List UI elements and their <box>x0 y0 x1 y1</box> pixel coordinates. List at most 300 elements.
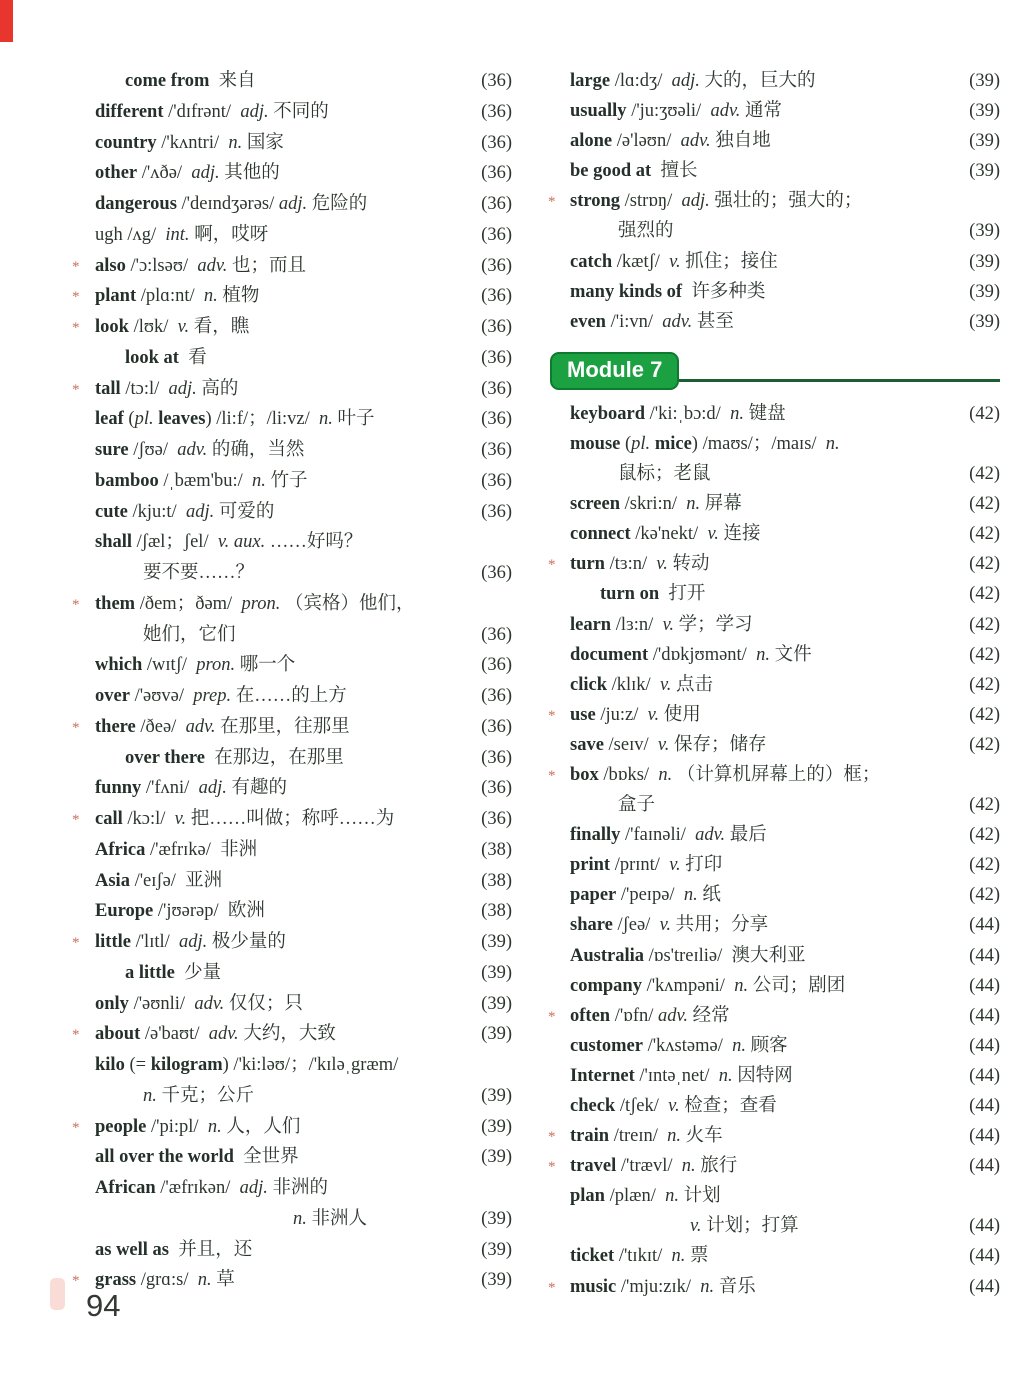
entry-text <box>570 1061 965 1091</box>
headword: plant <box>95 286 137 307</box>
entry-detail: ) /li:f/；/li:vz/ <box>205 409 320 430</box>
vocab-entry-line <box>548 700 1000 730</box>
entry-detail: /'kʌntri/ <box>156 132 229 153</box>
entry-text <box>570 1241 965 1271</box>
page-ref: (39) <box>481 1024 512 1045</box>
module-section-header <box>548 337 1000 399</box>
vocab-entry-line <box>548 760 1000 790</box>
vocab-entry-line <box>548 459 1000 489</box>
headword: catch <box>570 251 613 272</box>
red-corner-mark <box>0 0 13 42</box>
vocab-entry-line <box>72 866 512 897</box>
page-ref: (36) <box>481 347 512 368</box>
part-of-speech: adj. <box>185 501 215 522</box>
entry-detail: /'fʌni/ <box>141 778 199 799</box>
headword: save <box>570 734 604 755</box>
entry-text <box>95 835 477 866</box>
part-of-speech: n. <box>730 403 744 424</box>
entry-detail: 屏幕 <box>700 494 742 515</box>
entry-text <box>570 429 996 459</box>
entry-detail: 独自地 <box>710 131 771 152</box>
headword: different <box>95 101 164 122</box>
part-of-speech: n. <box>207 1116 222 1137</box>
entry-detail: /prɪnt/ <box>610 855 670 876</box>
vocab-entry-line <box>72 1050 512 1081</box>
page-ref: (42) <box>969 704 1000 725</box>
headword: cute <box>95 501 128 522</box>
entry-detail: 强壮的；强大的； <box>709 191 863 212</box>
entry-text <box>95 66 477 97</box>
entry-text <box>570 96 965 126</box>
headword: tall <box>95 378 121 399</box>
headword: alone <box>570 131 613 152</box>
page-number: 94 <box>86 1288 121 1323</box>
part-of-speech: adj. <box>239 1178 268 1198</box>
vocab-entry-line <box>72 958 512 989</box>
headword: music <box>570 1276 617 1297</box>
page-ref: (36) <box>481 470 512 491</box>
headword: plan <box>570 1186 605 1207</box>
entry-detail: /lʊk/ <box>128 317 178 337</box>
headword: click <box>570 674 607 695</box>
part-of-speech: pron. <box>241 593 281 614</box>
entry-detail: 大的，巨大的 <box>699 71 816 91</box>
page-ref: (36) <box>481 71 512 91</box>
entry-text <box>570 549 965 579</box>
vocab-column-right <box>548 66 1000 1302</box>
vocab-column-left <box>72 66 512 1296</box>
entry-detail: /'peɪpə/ <box>616 885 684 906</box>
vocab-entry-line <box>72 804 512 835</box>
vocab-entry-line <box>72 281 512 312</box>
entry-text <box>570 1091 965 1121</box>
headword: which <box>95 655 143 676</box>
vocab-entry-line <box>72 251 512 282</box>
entry-detail: /seɪv/ <box>603 734 658 755</box>
page-ref: (39) <box>969 281 1000 302</box>
headword: look at <box>125 347 179 368</box>
entry-detail: 强烈的 <box>618 221 674 242</box>
page-ref: (44) <box>969 1065 1000 1086</box>
page-ref: (44) <box>969 1156 1000 1177</box>
vocab-entry-line <box>548 1241 1000 1271</box>
vocab-entry-line <box>72 220 512 251</box>
vocab-entry-line <box>548 880 1000 910</box>
part-of-speech: n. <box>252 470 266 491</box>
entry-detail: /wɪtʃ/ <box>142 655 197 676</box>
headword: kilogram <box>150 1055 223 1075</box>
part-of-speech: v. <box>662 614 675 635</box>
page-ref: (44) <box>969 1216 1000 1237</box>
vocab-entry-line <box>548 1061 1000 1091</box>
part-of-speech: n. <box>825 433 840 454</box>
headword: large <box>570 71 611 91</box>
entry-detail: /ɒs'treɪliə/ 澳大利亚 <box>644 945 806 966</box>
entry-detail: ……好吗？ <box>265 532 363 553</box>
vocab-entry-line <box>548 1091 1000 1121</box>
page-ref: (39) <box>969 161 1000 182</box>
vocab-entry-line <box>548 790 1000 820</box>
entry-detail: 极少量的 <box>207 932 286 952</box>
entry-text <box>95 896 477 927</box>
part-of-speech: adj. <box>198 778 227 799</box>
entry-detail: （计算机屏幕上的）框； <box>672 764 881 785</box>
entry-detail: 有趣的 <box>226 778 287 799</box>
vocab-entry-line <box>72 527 512 558</box>
part-of-speech: v. <box>657 734 670 755</box>
entry-detail: /bɒks/ <box>598 764 659 785</box>
part-of-speech: v. <box>707 524 719 545</box>
entry-detail: /'ɪntəˌnet/ <box>634 1065 719 1086</box>
vocab-entry-line <box>548 941 1000 971</box>
part-of-speech: pl. <box>631 433 651 454</box>
part-of-speech: v. <box>669 251 681 272</box>
entry-text <box>570 880 965 910</box>
part-of-speech: adv. <box>695 825 726 846</box>
vocab-entry-line <box>72 1265 512 1296</box>
headword: shall <box>95 532 133 553</box>
headword: document <box>570 644 649 665</box>
module-underline <box>679 379 1000 382</box>
vocab-entry-line <box>72 128 512 159</box>
entry-detail: 转动 <box>667 554 710 575</box>
entry-text <box>570 519 965 549</box>
part-of-speech: v. <box>690 1216 702 1237</box>
vocab-entry-line <box>72 435 512 466</box>
page-ref: (42) <box>969 494 1000 515</box>
entry-detail: 学；学习 <box>674 614 753 635</box>
vocab-entry-line <box>548 429 1000 459</box>
entry-text <box>95 1173 508 1204</box>
entry-text <box>95 466 477 497</box>
entry-detail: 的确，当然 <box>207 440 305 460</box>
entry-text <box>570 790 965 820</box>
part-of-speech: adv. <box>185 716 216 737</box>
part-of-speech: adv. <box>177 440 208 460</box>
headword: many kinds of <box>570 281 683 302</box>
entry-text <box>95 1265 477 1296</box>
page-ref: (39) <box>481 1116 512 1137</box>
headword: leaves <box>158 409 206 430</box>
entry-detail: /ʃæl；ʃel/ <box>132 532 218 553</box>
entry-detail: 仅仅；只 <box>224 993 303 1014</box>
page-ref: (39) <box>969 311 1000 332</box>
entry-detail: 顾客 <box>745 1035 788 1056</box>
part-of-speech: n. <box>671 1246 686 1267</box>
entry-detail: /grɑ:s/ <box>136 1270 198 1291</box>
entry-text <box>95 527 508 558</box>
entry-text <box>95 1019 477 1050</box>
star-marker: * <box>72 935 80 951</box>
vocab-entry-line <box>72 497 512 528</box>
headword: a little <box>125 962 175 983</box>
entry-detail: /'ki:ˌbɔ:d/ <box>645 403 731 424</box>
entry-text <box>95 1050 508 1081</box>
entry-detail: 竹子 <box>265 470 308 491</box>
entry-detail: 非洲人 <box>306 1208 368 1229</box>
part-of-speech: v. <box>668 1096 680 1116</box>
headword: grass <box>95 1270 137 1291</box>
entry-text <box>95 189 477 220</box>
star-marker: * <box>548 194 556 211</box>
entry-detail: 键盘 <box>743 403 786 424</box>
star-marker: * <box>548 1129 556 1146</box>
page-ref: (39) <box>481 1147 512 1168</box>
entry-detail: /tɜ:n/ <box>604 554 657 575</box>
part-of-speech: v. <box>647 704 660 725</box>
entry-text <box>95 1142 477 1173</box>
entry-detail: 非洲的 <box>267 1178 329 1198</box>
entry-detail: ) /'ki:ləʊ/；/'kɪləˌgræm/ <box>222 1055 399 1075</box>
vocab-entry-line <box>72 712 512 743</box>
headword: box <box>570 764 599 785</box>
page-ref: (36) <box>481 778 512 799</box>
headword: keyboard <box>570 403 646 424</box>
vocab-entry-line <box>72 312 512 343</box>
entry-text <box>570 1151 965 1181</box>
entry-detail: 鼠标；老鼠 <box>618 464 711 485</box>
entry-text <box>570 186 996 216</box>
page-ref: (42) <box>969 554 1000 575</box>
entry-text <box>95 927 477 958</box>
entry-detail: 许多种类 <box>682 281 766 302</box>
star-marker: * <box>72 320 80 336</box>
part-of-speech: adv. <box>658 1005 688 1026</box>
entry-text <box>95 1204 477 1235</box>
page-ref: (36) <box>481 686 512 706</box>
page-ref: (39) <box>969 221 1000 242</box>
headword: be good at <box>570 161 652 182</box>
page-ref: (39) <box>969 251 1000 272</box>
entry-text <box>95 1081 477 1112</box>
star-marker: * <box>72 719 80 736</box>
entry-detail: 植物 <box>217 286 260 307</box>
part-of-speech: adv. <box>710 101 741 122</box>
entry-detail: （宾格）他们， <box>280 593 415 614</box>
entry-detail: /ʃeə/ <box>612 915 660 936</box>
page-ref: (42) <box>969 795 1000 816</box>
part-of-speech: v. <box>669 855 681 876</box>
part-of-speech: adj. <box>278 194 308 214</box>
entry-text <box>570 670 965 700</box>
vocab-entry-line <box>72 97 512 128</box>
page-ref: (44) <box>969 975 1000 996</box>
entry-text <box>95 620 477 651</box>
entry-detail: /'ju:ʒʊəli/ <box>626 101 711 122</box>
entry-detail: 在那里，往那里 <box>215 716 350 737</box>
vocab-entry-line <box>72 1142 512 1173</box>
page-ref: (36) <box>481 101 512 122</box>
part-of-speech: int. <box>165 224 190 245</box>
star-marker: * <box>548 1159 556 1176</box>
page-ref: (38) <box>481 870 512 891</box>
entry-detail: 高的 <box>196 378 239 399</box>
page-ref: (42) <box>969 524 1000 545</box>
entry-detail: 火车 <box>681 1126 723 1147</box>
entry-text <box>95 97 477 128</box>
part-of-speech: n. <box>683 885 698 906</box>
entry-detail: /'deɪndʒərəs/ <box>176 194 279 214</box>
headword: Europe <box>95 901 154 922</box>
vocab-entry-line <box>548 971 1000 1001</box>
vocab-entry-line <box>72 620 512 651</box>
headword: funny <box>95 778 142 799</box>
vocab-entry-line <box>72 773 512 804</box>
page-ref: (42) <box>969 614 1000 635</box>
entry-text <box>95 866 477 897</box>
part-of-speech: prep. <box>193 686 232 706</box>
vocab-entry-line <box>548 549 1000 579</box>
entry-text <box>570 399 965 429</box>
entry-detail: 使用 <box>659 704 701 725</box>
entry-text <box>570 700 965 730</box>
headword: kilo <box>95 1055 125 1075</box>
page-ref: (36) <box>481 224 512 245</box>
entry-text <box>95 435 477 466</box>
page-ref: (44) <box>969 915 1000 936</box>
entry-detail: 通常 <box>740 101 783 122</box>
headword: Africa <box>95 839 146 860</box>
headword: learn <box>570 614 612 635</box>
entry-detail: 她们，它们 <box>143 624 236 645</box>
entry-text <box>570 1181 996 1211</box>
page-ref: (42) <box>969 674 1000 695</box>
part-of-speech: adv. <box>208 1024 239 1045</box>
headword: over <box>95 686 130 706</box>
entry-text <box>95 804 477 835</box>
headword: even <box>570 311 606 332</box>
entry-text <box>95 158 477 189</box>
entry-detail: /'eɪʃə/ 亚洲 <box>129 870 223 891</box>
entry-detail: 文件 <box>769 644 812 665</box>
entry-detail: 其他的 <box>219 163 280 184</box>
entry-text <box>570 1211 965 1241</box>
entry-detail: 保存；储存 <box>669 734 767 755</box>
part-of-speech: n. <box>667 1126 681 1147</box>
entry-detail: ugh /ʌg/ <box>95 224 166 245</box>
headword: paper <box>570 885 617 906</box>
entry-text <box>570 730 965 760</box>
entry-detail: 少量 <box>174 962 222 983</box>
vocab-entry-line <box>72 896 512 927</box>
page-ref: (39) <box>481 962 512 983</box>
entry-detail: 经常 <box>688 1005 730 1026</box>
part-of-speech: adj. <box>168 378 197 399</box>
vocab-entry-line <box>548 1001 1000 1031</box>
star-marker: * <box>548 1008 556 1025</box>
entry-detail: 啊，哎呀 <box>189 224 269 245</box>
entry-detail: 盒子 <box>618 795 656 816</box>
entry-detail: /'æfrɪkə/ 非洲 <box>145 839 258 860</box>
entry-detail: 计划 <box>678 1186 721 1207</box>
vocab-entry-line <box>548 186 1000 216</box>
vocab-entry-line <box>72 743 512 774</box>
vocab-entry-line <box>548 850 1000 880</box>
entry-text <box>570 247 965 277</box>
headword: dangerous <box>95 194 177 214</box>
entry-detail: 全世界 <box>233 1147 299 1168</box>
entry-detail: 擅长 <box>651 161 698 182</box>
entry-detail: /'jʊərəp/ 欧洲 <box>153 901 265 922</box>
part-of-speech: pl. <box>134 409 154 430</box>
headword: come from <box>125 71 210 91</box>
vocab-entry-line <box>548 579 1000 609</box>
vocab-entry-line <box>72 1081 512 1112</box>
entry-text <box>570 640 965 670</box>
headword: Asia <box>95 870 130 891</box>
entry-detail: ) /maʊs/；/maɪs/ <box>691 433 826 454</box>
entry-text <box>95 1112 477 1143</box>
entry-detail: 打印 <box>680 855 723 876</box>
entry-detail: 因特网 <box>732 1065 793 1086</box>
entry-detail: /kætʃ/ <box>612 251 670 272</box>
page-ref: (36) <box>481 501 512 522</box>
entry-text <box>570 610 965 640</box>
part-of-speech: n. <box>700 1276 715 1297</box>
vocab-entry-line <box>72 466 512 497</box>
entry-detail: /tʃek/ <box>615 1096 669 1116</box>
part-of-speech: adj. <box>191 163 220 184</box>
entry-detail: /'dɒkjʊmənt/ <box>648 644 757 665</box>
entry-detail: /'dɪfrənt/ <box>163 101 241 122</box>
part-of-speech: adv. <box>197 255 228 276</box>
part-of-speech: adj. <box>671 71 700 91</box>
vocab-entry-line <box>548 307 1000 337</box>
vocab-entry-line <box>72 681 512 712</box>
entry-text <box>95 773 477 804</box>
headword: usually <box>570 101 627 122</box>
page-ref: (36) <box>481 563 512 583</box>
headword: train <box>570 1126 610 1147</box>
headword: call <box>95 809 123 829</box>
headword: use <box>570 704 596 725</box>
part-of-speech: n. <box>658 764 673 785</box>
page-ref: (44) <box>969 1035 1000 1056</box>
page-ref: (42) <box>969 403 1000 424</box>
page-ref: (39) <box>969 101 1000 122</box>
part-of-speech: pron. <box>196 655 236 676</box>
star-marker: * <box>72 596 80 613</box>
vocab-entry-line <box>548 277 1000 307</box>
page-ref: (36) <box>481 286 512 307</box>
entry-detail: /'əʊnli/ <box>128 993 195 1014</box>
page-ref: (44) <box>969 1096 1000 1116</box>
page-ref: (39) <box>481 993 512 1014</box>
entry-detail: /'kʌstəmə/ <box>642 1035 733 1056</box>
vocab-entry-line <box>72 589 512 620</box>
entry-detail: /klɪk/ <box>607 674 660 695</box>
entry-detail: 大约，大致 <box>238 1024 336 1045</box>
entry-text <box>570 66 965 96</box>
page-ref: (44) <box>969 1126 1000 1147</box>
entry-text <box>95 712 477 743</box>
vocab-entry-line <box>548 610 1000 640</box>
entry-text <box>95 220 477 251</box>
vocab-entry-line <box>548 96 1000 126</box>
part-of-speech: v. <box>656 554 668 575</box>
page-ref: (42) <box>969 584 1000 605</box>
part-of-speech: n. <box>718 1065 733 1086</box>
page-ref: (36) <box>481 378 512 399</box>
vocab-entry-line <box>72 374 512 405</box>
page-ref: (36) <box>481 132 512 153</box>
entry-detail: 也；而且 <box>227 255 306 276</box>
headword: African <box>95 1178 156 1198</box>
part-of-speech: v. <box>177 317 190 337</box>
vocab-entry-line <box>548 489 1000 519</box>
entry-detail: 草 <box>211 1270 235 1291</box>
entry-detail: 票 <box>685 1246 709 1267</box>
